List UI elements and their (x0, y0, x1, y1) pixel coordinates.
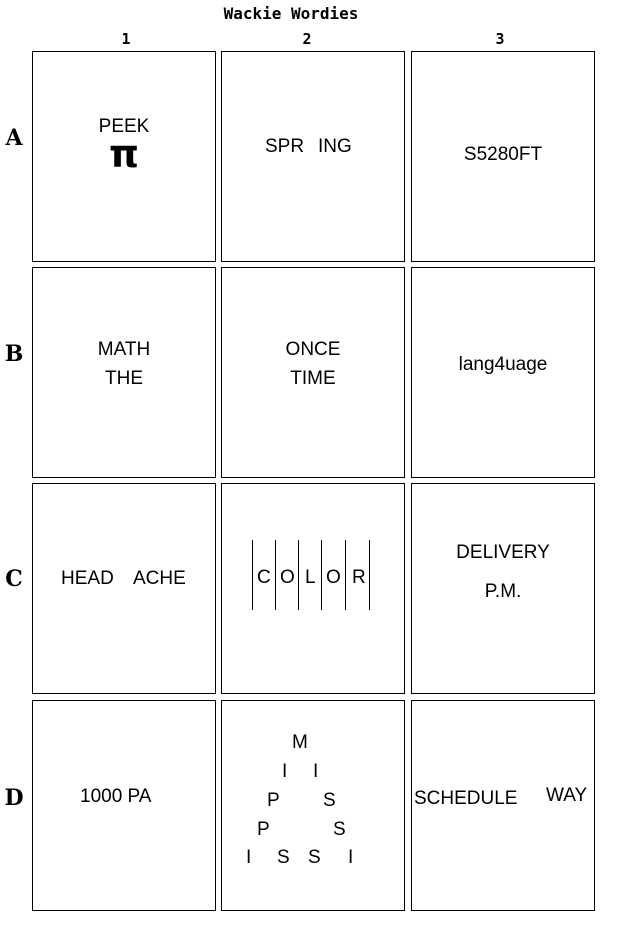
puzzle-text-line2: THE (105, 368, 143, 389)
puzzle-letter: O (326, 567, 341, 588)
puzzle-text-part1: SPR (265, 136, 305, 157)
puzzle-text-part2: WAY (546, 785, 588, 806)
puzzle-text-part2: ING (318, 136, 352, 157)
puzzle-cell-c1 (32, 483, 216, 694)
puzzle-text-line2: TIME (290, 368, 336, 389)
vertical-bar (345, 540, 346, 610)
puzzle-letter: I (348, 847, 354, 868)
puzzle-title: Wackie Wordies (223, 4, 359, 23)
puzzle-cell-b2 (221, 267, 405, 478)
puzzle-text-part1: SCHEDULE (414, 788, 518, 809)
puzzle-letter: S (333, 819, 346, 840)
puzzle-cell-c3 (411, 483, 595, 694)
column-header-3: 3 (495, 30, 505, 48)
puzzle-letter: I (313, 761, 319, 782)
vertical-bar (321, 540, 322, 610)
puzzle-letter: P (257, 819, 270, 840)
puzzle-text: S5280FT (463, 144, 543, 165)
puzzle-letter: P (267, 790, 280, 811)
puzzle-text-line1: ONCE (285, 339, 341, 360)
puzzle-text: PEEK (98, 116, 150, 137)
puzzle-text: 1000 PA (80, 786, 152, 807)
puzzle-letter: L (305, 567, 316, 588)
row-header-c: C (5, 566, 23, 592)
puzzle-cell-a3 (411, 51, 595, 262)
puzzle-letter: S (323, 790, 336, 811)
puzzle-cell-c2 (221, 483, 405, 694)
puzzle-letter: S (308, 847, 321, 868)
puzzle-text-line1: MATH (97, 339, 151, 360)
column-header-1: 1 (121, 30, 131, 48)
puzzle-cell-a1 (32, 51, 216, 262)
puzzle-letter: I (282, 761, 288, 782)
vertical-bar (275, 540, 276, 610)
puzzle-cell-d2 (221, 700, 405, 911)
puzzle-letter: M (292, 732, 308, 753)
puzzle-text-part1: HEAD (61, 568, 114, 589)
puzzle-letter: O (280, 567, 295, 588)
puzzle-text-line1: DELIVERY (456, 542, 550, 563)
vertical-bar (252, 540, 253, 610)
row-header-d: D (4, 785, 24, 811)
column-header-2: 2 (302, 30, 312, 48)
vertical-bar (298, 540, 299, 610)
row-header-b: B (4, 341, 24, 367)
puzzle-text-line2: P.M. (484, 581, 522, 602)
puzzle-cell-b3 (411, 267, 595, 478)
puzzle-cell-b1 (32, 267, 216, 478)
pi-symbol: π (108, 132, 140, 176)
puzzle-letter: R (352, 567, 366, 588)
puzzle-letter: I (246, 847, 252, 868)
vertical-bar (369, 540, 370, 610)
row-header-a: A (5, 125, 23, 151)
puzzle-letter: C (257, 567, 271, 588)
puzzle-letter: S (277, 847, 290, 868)
puzzle-text: lang4uage (458, 354, 548, 375)
puzzle-text-part2: ACHE (133, 568, 186, 589)
puzzle-cell-a2 (221, 51, 405, 262)
puzzle-cell-d3 (411, 700, 595, 911)
puzzle-cell-d1 (32, 700, 216, 911)
